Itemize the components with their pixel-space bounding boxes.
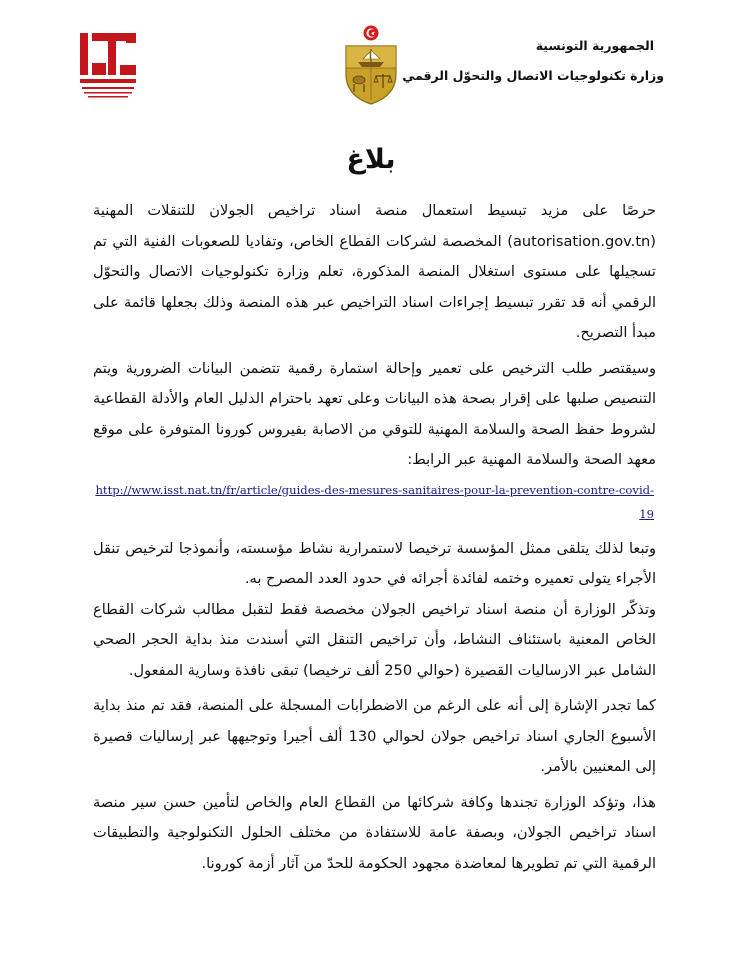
republic-name: الجمهورية التونسية (535, 38, 654, 53)
isst-link[interactable]: http://www.isst.nat.tn/fr/article/guides-des-mesures-sanitaires-pour-la-prevention-contre-covid-19 (95, 482, 654, 521)
communique-body (93, 196, 656, 879)
tunisia-coat-of-arms-icon (340, 24, 402, 106)
ministry-logo-icon (78, 31, 146, 103)
paragraph-6: هذا، وتؤكد الوزارة تجندها وكافة شركائها من القطاع العام والخاص لتأمين حسن سير منصة اسناد تراخيص الجولان، وبصفة عامة للاستفادة من مختلف الحلول التكنولوجية والتطبيقات الرقمية التي تم تطويرها لمعاضدة مجهود الحكومة للحدّ من آثار أزمة كورونا. (93, 793, 656, 872)
ministry-header (402, 36, 664, 86)
paragraph-1: حرصًا على مزيد تبسيط استعمال منصة اسناد تراخيص الجولان للتنقلات المهنية (autorisation.gov.tn) المخصصة لشركات القطاع الخاص، وتفاديا للصعوبات الفنية التي تم تسجيلها على مستوى استغلال المنصة المذكورة، تعلم وزارة تكنولوجيات الاتصال والتحوّل الرقمي أنه قد تقرر تبسيط إجراءات اسناد التراخيص عبر هذه المنصة وذلك بجعلها قائمة على مبدأ التصريح. (93, 202, 656, 341)
paragraph-2: وسيقتصر طلب الترخيص على تعمير وإحالة استمارة رقمية تتضمن البيانات الضرورية ويتم التنصيص صلبها على إقرار بصحة هذه البيانات وعلى تعهد باحترام الدليل العام والأدلة القطاعية لشروط حفظ الصحة والسلامة المهنية للتوقي من الاصابة بفيروس كورونا المتوفرة على موقع معهد الصحة والسلامة المهنية عبر الرابط: (93, 359, 656, 468)
paragraph-5: كما تجدر الإشارة إلى أنه على الرغم من الاضطرابات المسجلة على المنصة، فقد تم منذ بداية الأسبوع الجاري اسناد تراخيص جولان لحوالي 130 ألف أجيرا وتوجيهها عبر إرساليات قصيرة إلى المعنيين بالأمر. (93, 697, 656, 775)
ministry-name: وزارة تكنولوجيات الاتصال والتحوّل الرقمي (402, 68, 664, 83)
paragraph-4: وتذكّر الوزارة أن منصة اسناد تراخيص الجولان مخصصة فقط لتقبل مطالب شركات القطاع الخاص المعنية باستئناف النشاط، وأن تراخيص التنقل التي أسندت منذ بداية الحجر الصحي الشامل عبر الارساليات القصيرة (حوالي 250 ألف ترخيصا) تبقى نافذة وسارية المفعول. (93, 600, 656, 679)
paragraph-3: وتبعا لذلك يتلقى ممثل المؤسسة ترخيصا لاستمرارية نشاط مؤسسته، وأنموذجا لترخيص تنقل الأجراء يتولى تعميره وختمه لفائدة أجرائه في حدود العدد المصرح به. (93, 539, 656, 587)
page-title: بلاغ (346, 144, 396, 175)
